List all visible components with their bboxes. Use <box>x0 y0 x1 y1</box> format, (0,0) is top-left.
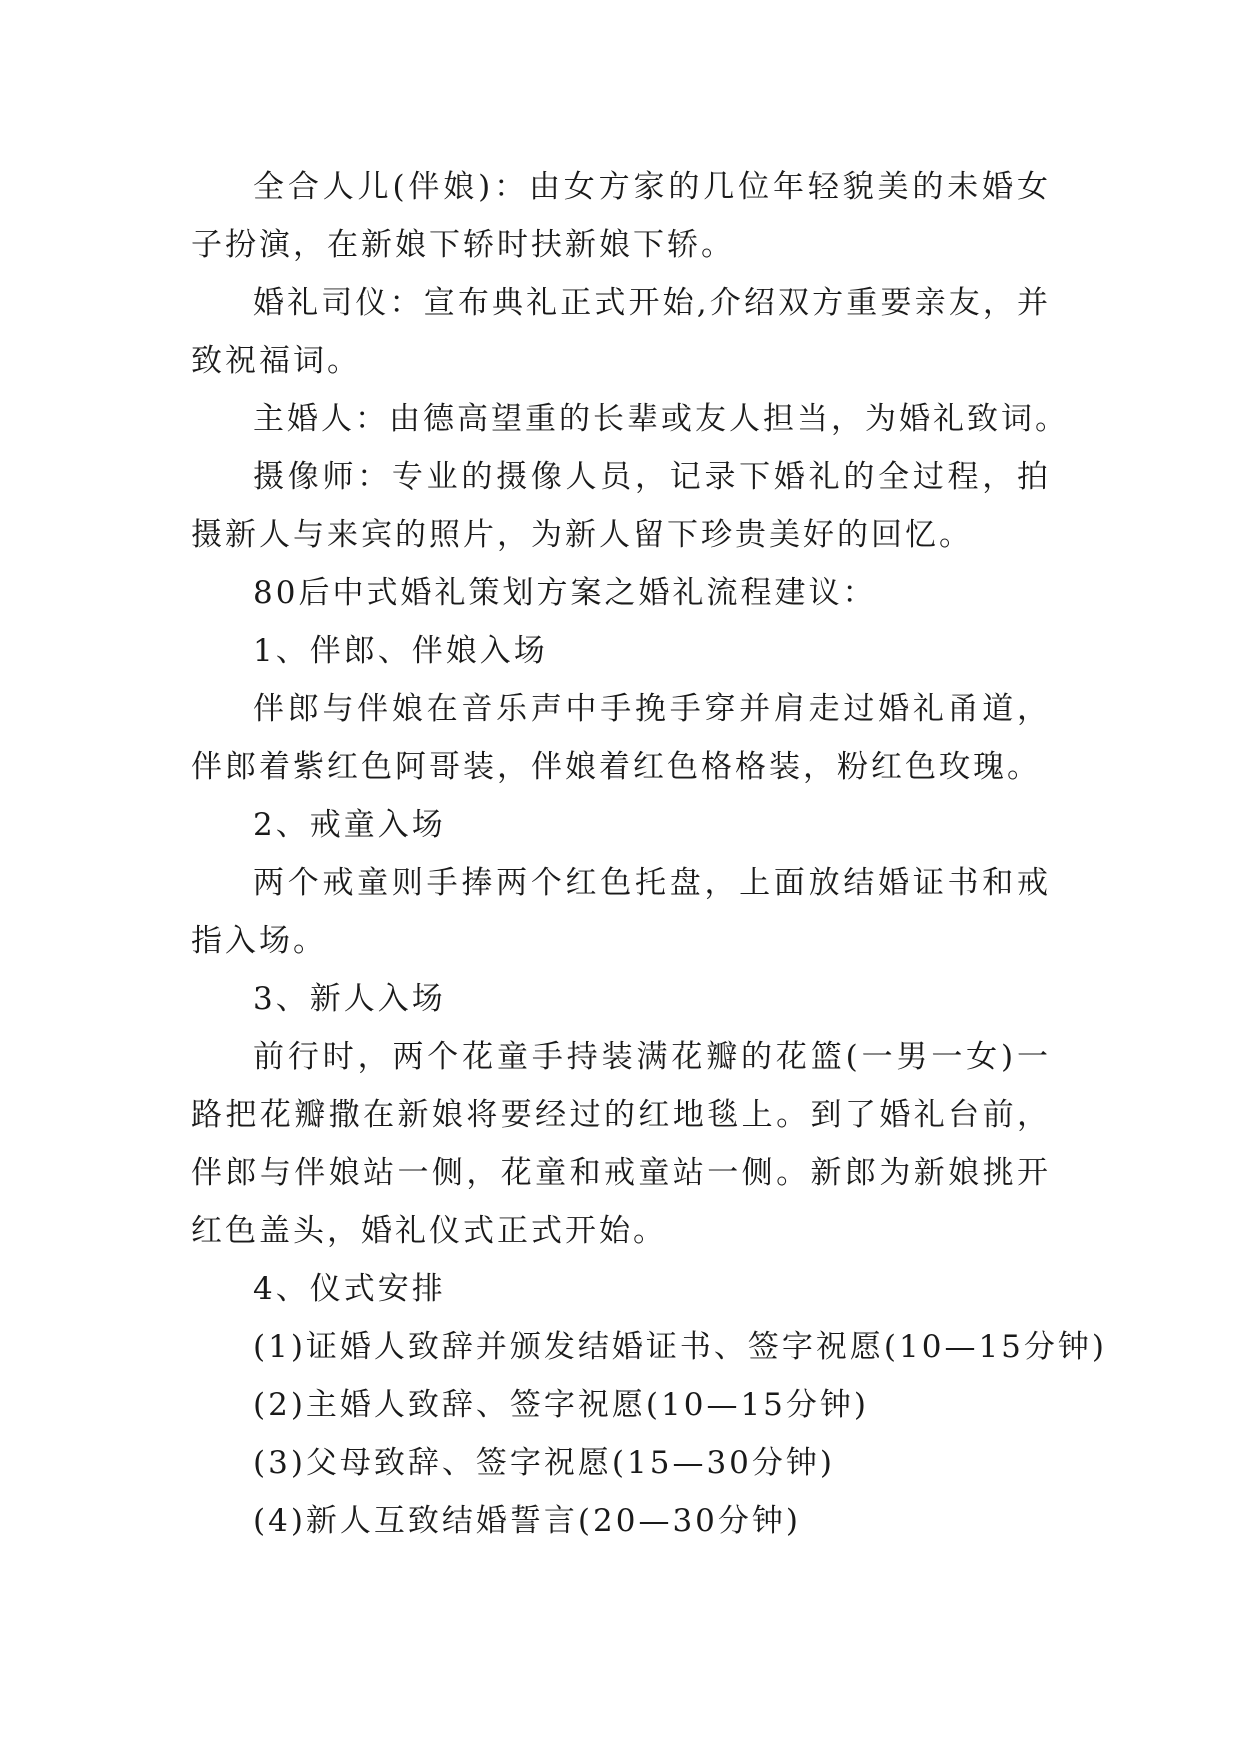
paragraph-step-3: 前行时，两个花童手持装满花瓣的花篮(一男一女)一路把花瓣撒在新娘将要经过的红地毯上。到了婚礼台前，伴郎与伴娘站一侧，花童和戒童站一侧。新郎为新娘挑开红色盖头，婚礼仪式正式开始。 <box>191 1039 1051 1249</box>
paragraph-emcee: 婚礼司仪：宣布典礼正式开始,介绍双方重要亲友，并致祝福词。 <box>191 285 1051 379</box>
step-heading-3: 3、新人入场 <box>253 981 446 1017</box>
document-body <box>191 158 1107 1550</box>
paragraph-photographer: 摄像师：专业的摄像人员，记录下婚礼的全过程，拍摄新人与来宾的照片，为新人留下珍贵美好的回忆。 <box>191 459 1051 553</box>
paragraph-bridesmaids: 全合人儿(伴娘)：由女方家的几位年轻貌美的未婚女子扮演，在新娘下轿时扶新娘下轿。 <box>191 169 1051 263</box>
section-heading-process: 80后中式婚礼策划方案之婚礼流程建议： <box>253 575 877 611</box>
ceremony-item-1: (1)证婚人致辞并颁发结婚证书、签字祝愿(10—15分钟) <box>253 1329 1107 1365</box>
step-heading-4: 4、仪式安排 <box>253 1271 446 1307</box>
paragraph-step-1: 伴郎与伴娘在音乐声中手挽手穿并肩走过婚礼甬道，伴郎着紫红色阿哥装，伴娘着红色格格装，粉红色玫瑰。 <box>191 691 1051 785</box>
step-heading-1: 1、伴郎、伴娘入场 <box>253 633 548 669</box>
ceremony-item-3: (3)父母致辞、签字祝愿(15—30分钟) <box>253 1445 835 1481</box>
ceremony-item-4: (4)新人互致结婚誓言(20—30分钟) <box>253 1503 801 1539</box>
step-heading-2: 2、戒童入场 <box>253 807 446 843</box>
paragraph-officiant: 主婚人：由德高望重的长辈或友人担当，为婚礼致词。 <box>253 401 1069 437</box>
ceremony-item-2: (2)主婚人致辞、签字祝愿(10—15分钟) <box>253 1387 869 1423</box>
paragraph-step-2: 两个戒童则手捧两个红色托盘，上面放结婚证书和戒指入场。 <box>191 865 1051 959</box>
